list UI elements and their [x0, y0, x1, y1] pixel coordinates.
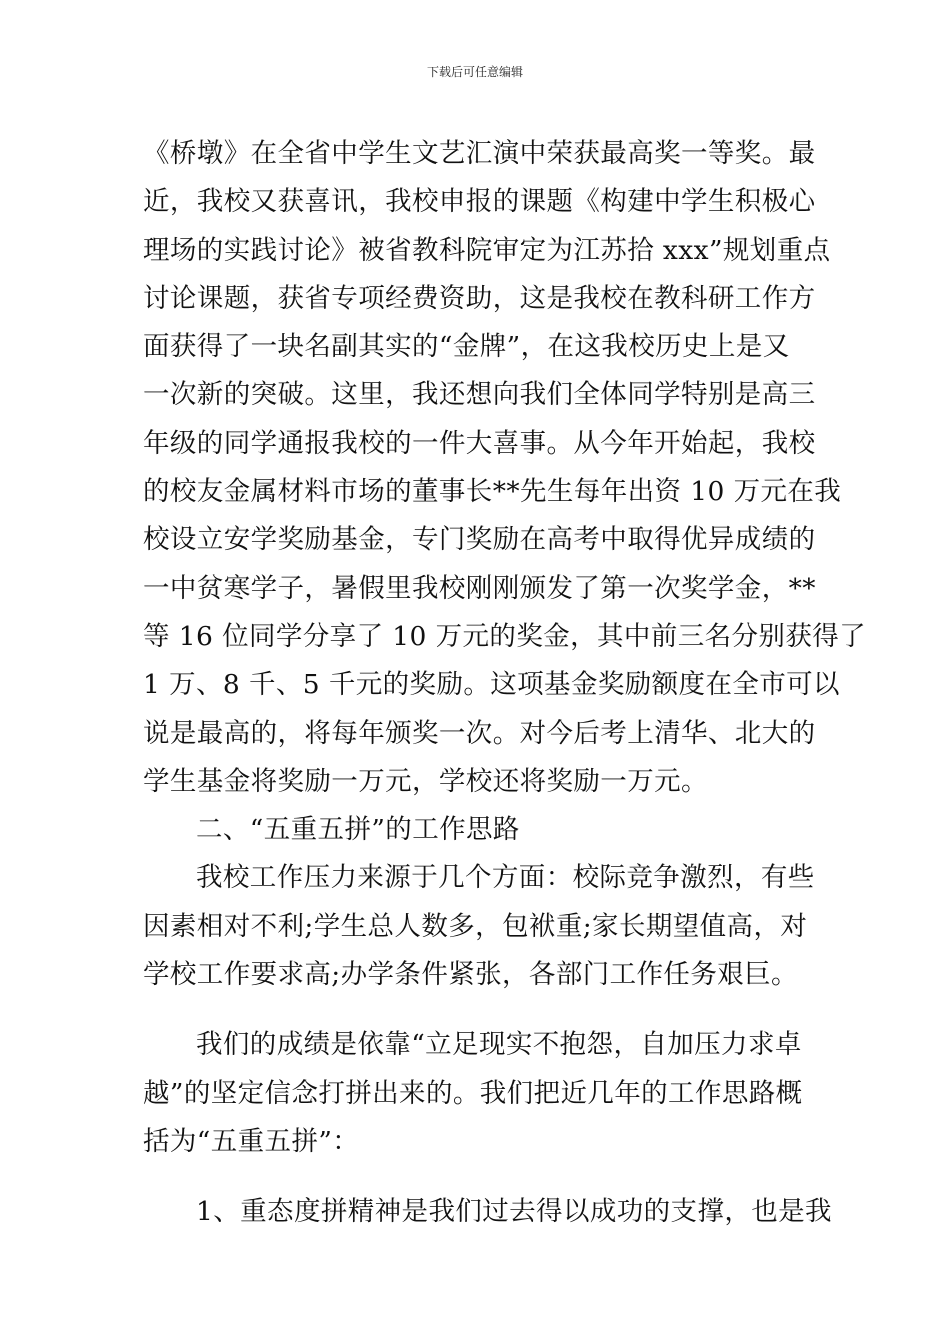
text-line: 学校工作要求高;办学条件紧张，各部门工作任务艰巨。: [143, 959, 798, 991]
text-line: 校设立安学奖励基金，专门奖励在高考中取得优异成绩的: [143, 524, 816, 556]
paragraph: [143, 854, 813, 999]
text-line: 年级的同学通报我校的一件大喜事。从今年开始起，我校: [143, 427, 816, 459]
text-line: 近，我校又获喜讯，我校申报的课题《构建中学生积极心: [143, 186, 816, 218]
document-body: [143, 130, 867, 1237]
text-line: 我们的成绩是依靠“立足现实不抱怨，自加压力求卓: [196, 1029, 802, 1061]
paragraph: [143, 1188, 832, 1236]
text-line: 说是最高的，将每年颁奖一次。对今后考上清华、北大的: [143, 717, 816, 749]
text-line: 一次新的突破。这里，我还想向我们全体同学特别是高三: [143, 379, 816, 411]
paragraph: [143, 130, 867, 806]
heading-line: 二、“五重五拼”的工作思路: [196, 814, 520, 846]
text-line: 1、重态度拼精神是我们过去得以成功的支撑，也是我: [196, 1196, 832, 1228]
text-line: 1 万、8 千、5 千元的奖励。这项基金奖励额度在全市可以: [143, 669, 840, 701]
text-line: 我校工作压力来源于几个方面：校际竞争激烈，有些: [196, 862, 815, 894]
text-line: 括为“五重五拼”：: [143, 1125, 360, 1157]
text-line: 讨论课题，获省专项经费资助，这是我校在教科研工作方: [143, 282, 816, 314]
text-line: 的校友金属材料市场的董事长**先生每年出资 10 万元在我: [143, 476, 842, 508]
text-line: 因素相对不利;学生总人数多，包袱重;家长期望值高，对: [143, 910, 808, 942]
text-line: 学生基金将奖励一万元，学校还将奖励一万元。: [143, 765, 708, 797]
text-line: 理场的实践讨论》被省教科院审定为江苏拾 xxx”规划重点: [143, 234, 831, 266]
text-line: 一中贫寒学子，暑假里我校刚刚颁发了第一次奖学金，**: [143, 572, 816, 604]
paragraph: [143, 1021, 813, 1166]
text-line: 越”的坚定信念打拼出来的。我们把近几年的工作思路概: [143, 1077, 803, 1109]
paragraph-gap: [143, 999, 813, 1021]
section-heading: [143, 806, 813, 854]
text-line: 等 16 位同学分享了 10 万元的奖金，其中前三名分别获得了: [143, 620, 867, 652]
paragraph-gap: [143, 1166, 813, 1188]
text-line: 《桥墩》在全省中学生文艺汇演中荣获最高奖一等奖。最: [143, 138, 816, 169]
text-line: 面获得了一块名副其实的“金牌”，在这我校历史上是又: [143, 331, 790, 363]
page-header-note: 下载后可任意编辑: [426, 65, 523, 79]
